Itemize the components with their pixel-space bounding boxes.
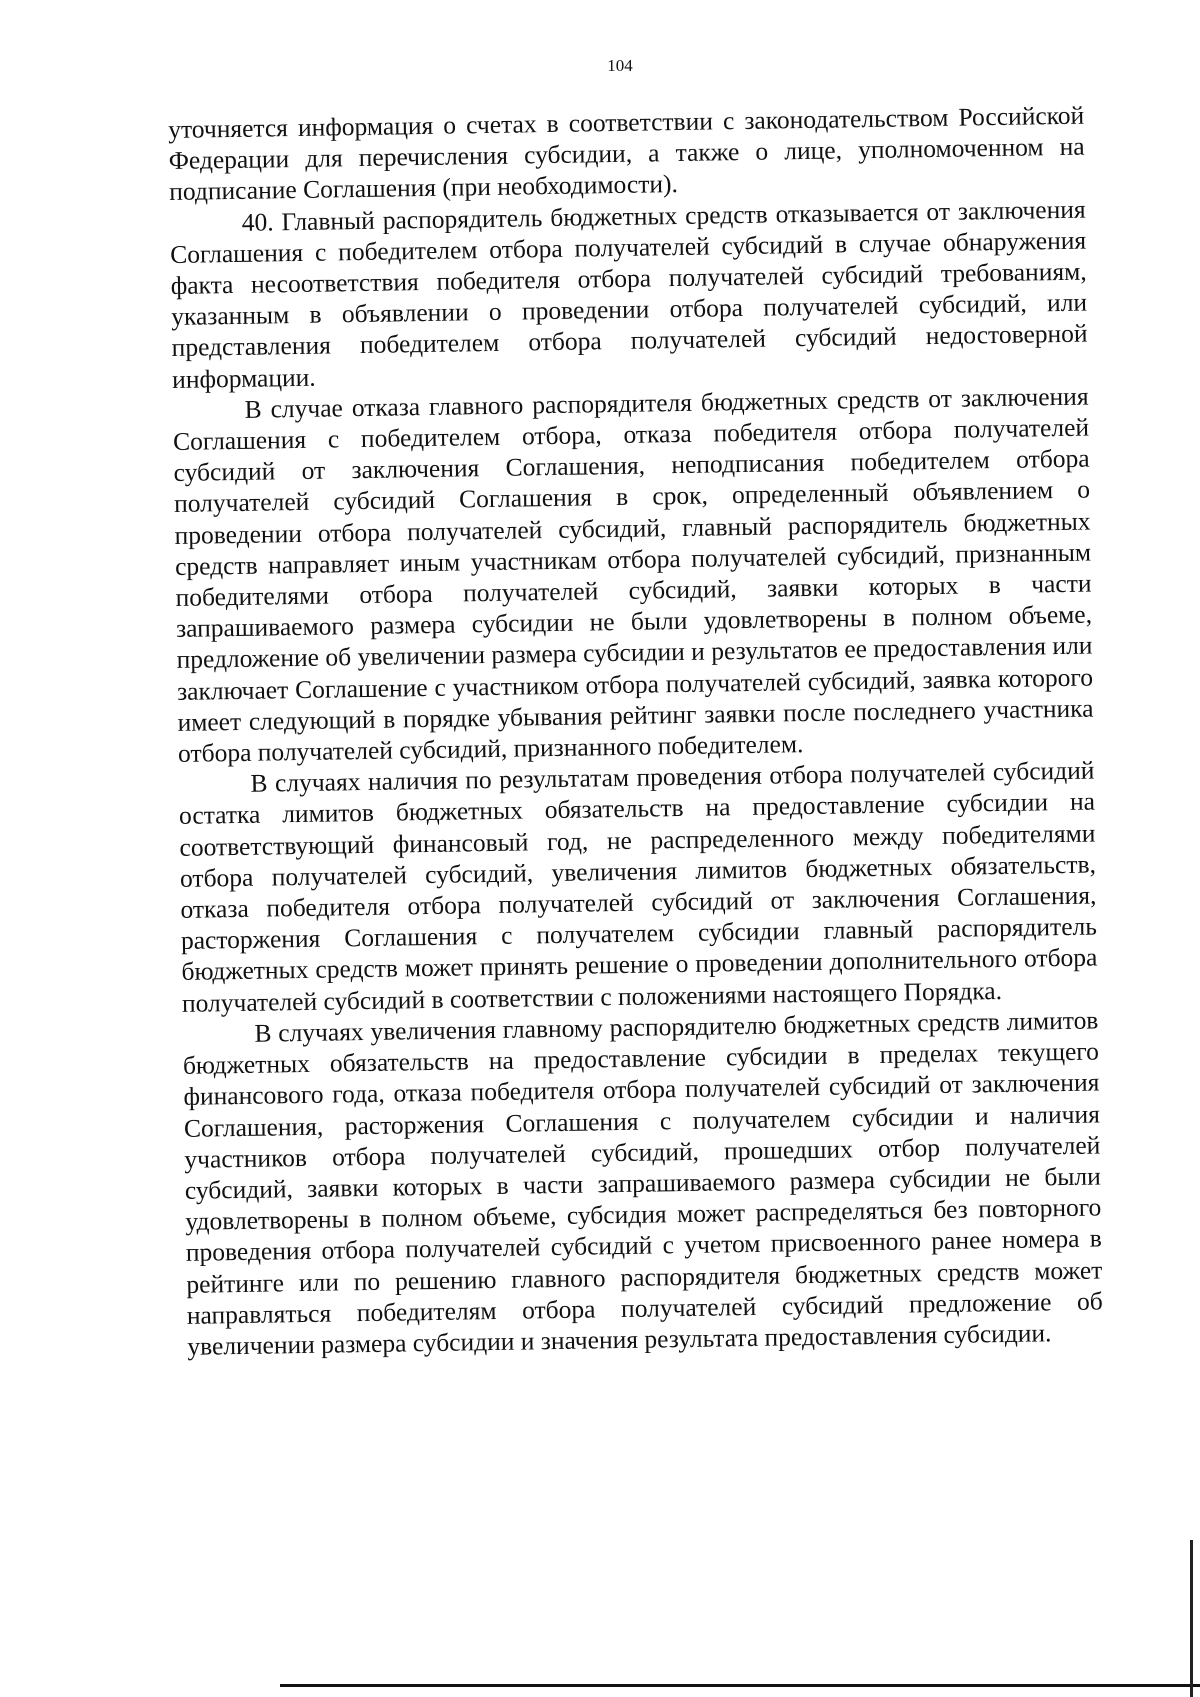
document-body	[168, 100, 1103, 1362]
page-number: 104	[607, 56, 633, 75]
paragraph-limit-increase: В случаях увеличения главному распорядителю бюджетных средств лимитов бюджетных обязательств на предоставление субсидии в пределах текущего финансового года, отказа победителя отбора получателей субсидий от заключения Соглашения, расторжения Соглашения с получателем субсидии и наличия участников отбора получателей субсидий, прошедших отбор получателей субсидий, заявки которых в части запрашиваемого размера субсидии не были удовлетворены в полном объеме, субсидия может распределяться без повторного проведения отбора получателей субсидий с учетом присвоенного ранее номера в рейтинге или по решению главного распорядителя бюджетных средств может направляться победителям отбора получателей субсидий предложение об увеличении размера субсидии и значения результата предоставления субсидии.	[182, 1005, 1103, 1361]
paragraph-additional-selection: В случаях наличия по результатам проведения отбора получателей субсидий остатка лимитов бюджетных обязательств на предоставление субсидии на соответствующий финансовый год, не распределенного между победителями отбора получателей субсидий, увеличения лимитов бюджетных обязательств, отказа победителя отбора получателей субсидий от заключения Соглашения, расторжения Соглашения с получателем субсидии главный распорядитель бюджетных средств может принять решение о проведении дополнительного отбора получателей субсидий в соответствии с положениями настоящего Порядка.	[178, 755, 1098, 1018]
scan-border-right	[1190, 1540, 1193, 1697]
scan-border-bottom	[280, 1684, 1200, 1687]
paragraph-refusal-case: В случае отказа главного распорядителя бюджетных средств от заключения Соглашения с победителем отбора, отказа победителя отбора получателей субсидий от заключения Соглашения, неподписания победителем отбора получателей субсидий Соглашения в срок, определенный объявлением о проведении отбора получателей субсидий, главный распорядитель бюджетных средств направляет иным участникам отбора получателей субсидий, признанным победителями отбора получателей субсидий, заявки которых в части запрашиваемого размера субсидии не были удовлетворены в полном объеме, предложение об увеличении размера субсидии и результатов ее предоставления или заключает Соглашение с участником отбора получателей субсидий, заявка которого имеет следующий в порядке убывания рейтинг заявки после последнего участника отбора получателей субсидий, признанного победителем.	[172, 381, 1094, 768]
paragraph-continuation: уточняется информация о счетах в соответствии с законодательством Российской Федерации для перечисления субсидии, а также о лице, уполномоченном на подписание Соглашения (при необходимости).	[168, 100, 1085, 207]
paragraph-clause-40: 40. Главный распорядитель бюджетных средств отказывается от заключения Соглашения с победителем отбора получателей субсидий в случае обнаружения факта несоответствия победителя отбора получателей субсидий требованиям, указанным в объявлении о проведении отбора получателей субсидий, или представления победителем отбора получателей субсидий недостоверной информации.	[169, 194, 1088, 394]
